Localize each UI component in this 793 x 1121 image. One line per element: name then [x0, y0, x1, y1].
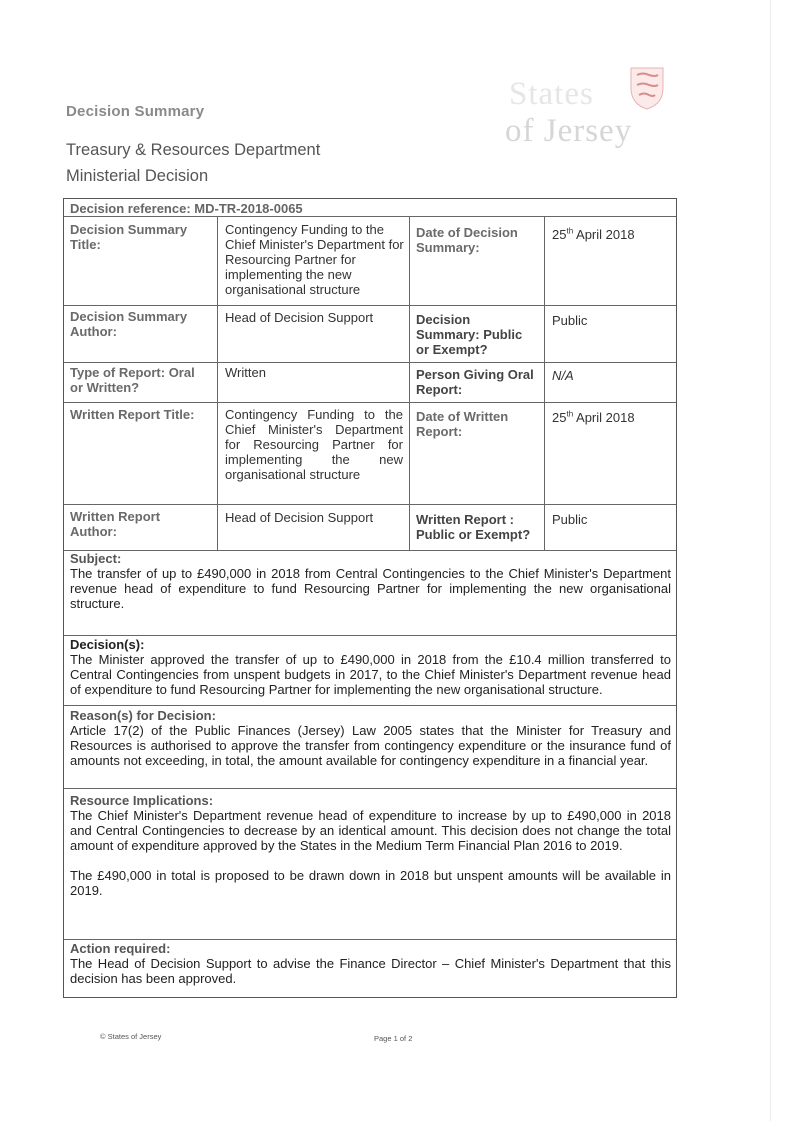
- divider: [64, 788, 676, 789]
- scan-edge: [770, 0, 771, 1121]
- resource-text: The Chief Minister's Department revenue head of expenditure to increase by up to £490,000 in 2018 and Central Contingencies to decrease by an identical amount. This decision does not change the total amount of expenditure approved by the States in the Medium Term Financial Plan 2016 to 2019.: [70, 808, 671, 853]
- row1-label: Decision Summary Title:: [70, 222, 188, 252]
- decision-reference: Decision reference: MD-TR-2018-0065: [70, 201, 303, 216]
- action-heading: Action required:: [70, 941, 171, 956]
- subject-section: [70, 551, 671, 611]
- document-title: Decision Summary: [66, 103, 205, 120]
- row4-value2: 25th April 2018: [552, 409, 635, 425]
- row4-label: Written Report Title:: [70, 407, 195, 422]
- divider: [64, 504, 676, 505]
- row2-label2: Decision Summary: Public or Exempt?: [416, 312, 523, 357]
- decision-section: [70, 637, 671, 697]
- department-name: Treasury & Resources Department: [66, 141, 321, 159]
- footer-page-number: Page 1 of 2: [374, 1034, 413, 1043]
- row3-value: Written: [225, 365, 266, 380]
- divider: [64, 402, 676, 403]
- resource-heading: Resource Implications:: [70, 793, 214, 808]
- row5-value2: Public: [552, 512, 588, 527]
- row3-label: Type of Report: Oral or Written?: [70, 365, 195, 395]
- action-text: The Head of Decision Support to advise the Finance Director – Chief Minister's Department that this decision has been approved.: [70, 956, 671, 986]
- reason-heading: Reason(s) for Decision:: [70, 708, 216, 723]
- row2-value2: Public: [552, 313, 588, 328]
- resource-section: [70, 793, 671, 898]
- row1-label2: Date of Decision Summary:: [416, 225, 518, 255]
- row1-value2: 25th April 2018: [552, 226, 635, 242]
- divider: [64, 705, 676, 706]
- logo-text-line2: of Jersey: [505, 113, 633, 149]
- row2-value: Head of Decision Support: [225, 310, 374, 325]
- divider: [64, 362, 676, 363]
- column-divider: [544, 216, 545, 550]
- decision-summary-table: [63, 198, 677, 998]
- column-divider: [409, 216, 410, 550]
- logo-text-line1: States: [509, 76, 594, 112]
- footer-copyright: © States of Jersey: [100, 1032, 162, 1041]
- states-of-jersey-logo: [505, 66, 675, 166]
- subject-heading: Subject:: [70, 551, 122, 566]
- resource-text-2: The £490,000 in total is proposed to be drawn down in 2018 but unspent amounts will be available in 2019.: [70, 868, 671, 898]
- column-divider: [217, 216, 218, 550]
- divider: [64, 216, 676, 217]
- action-section: [70, 941, 671, 986]
- row3-label2: Person Giving Oral Report:: [416, 367, 534, 397]
- row5-value: Head of Decision Support: [225, 510, 374, 525]
- reason-text: Article 17(2) of the Public Finances (Jersey) Law 2005 states that the Minister for Treasury and Resources is authorised to approve the transfer from contingency expenditure or the insurance fund of amounts not exceeding, in total, the amount available for contingency expenditure in a financial year.: [70, 723, 671, 768]
- divider: [64, 635, 676, 636]
- divider: [64, 939, 676, 940]
- row1-value: Contingency Funding to the Chief Minister's Department for Resourcing Partner for implementing the new organisational structure: [225, 222, 404, 297]
- reason-section: [70, 708, 671, 768]
- row5-label2: Written Report : Public or Exempt?: [416, 512, 531, 542]
- decision-text: The Minister approved the transfer of up to £490,000 in 2018 from the £10.4 million transferred to Central Contingencies from unspent budgets in 2017, to the Chief Minister's Department revenue head of expenditure to fund Resourcing Partner for implementing the new organisational structure.: [70, 652, 671, 697]
- row5-label: Written Report Author:: [70, 509, 161, 539]
- document-subtitle: Ministerial Decision: [66, 167, 209, 185]
- row4-label2: Date of Written Report:: [416, 409, 509, 439]
- divider: [64, 305, 676, 306]
- row4-value: Contingency Funding to the Chief Minister's Department for Resourcing Partner for implementing the new organisational structure: [225, 407, 403, 482]
- row2-label: Decision Summary Author:: [70, 309, 188, 339]
- jersey-crest-icon: [627, 66, 667, 110]
- decision-heading: Decision(s):: [70, 637, 145, 652]
- subject-text: The transfer of up to £490,000 in 2018 from Central Contingencies to the Chief Minister's Department revenue head of expenditure to fund Resourcing Partner for implementing the new organisational structure.: [70, 566, 671, 611]
- row3-value2: N/A: [552, 368, 574, 383]
